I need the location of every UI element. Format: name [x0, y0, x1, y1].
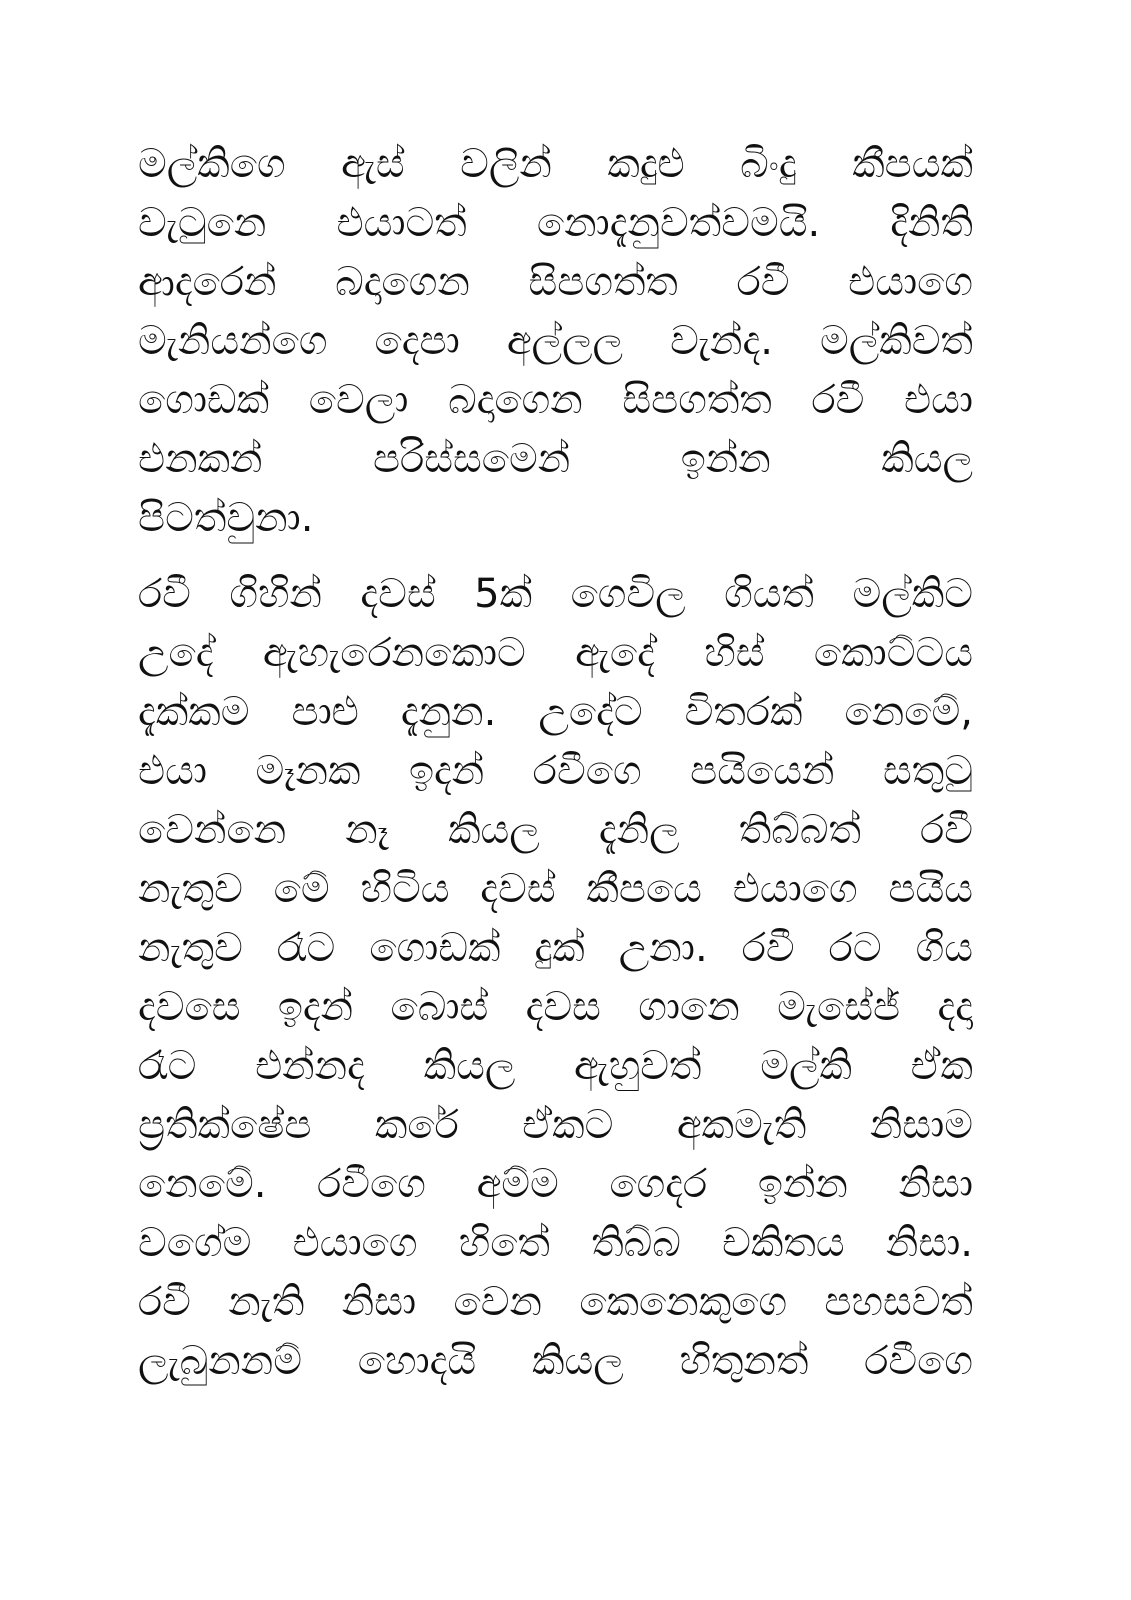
paragraph-2	[138, 565, 973, 1391]
paragraph-line: රෑට එන්නද කියල ඇහුවත් මල්කි ඒක	[138, 1043, 973, 1089]
paragraph-line: එයා මෑනක ඉදන් රවීගෙ පයියෙන් සතුටු	[138, 748, 973, 794]
paragraph-line: නැතුව රෑට ගොඩක් දුක් උනා. රවී රට ගිය	[138, 925, 973, 971]
paragraph-line: රවී ගිහින් දවස් 5ක් ගෙවිල ගියත් මල්කිට	[138, 571, 973, 617]
paragraph-line: දැක්කම පාළු දැනුන. උදේට විතරක් නෙමේ,	[138, 689, 973, 735]
paragraph-line: රවී නැති නිසා වෙන කෙනෙකුගෙ පහසවත්	[138, 1279, 973, 1325]
paragraph-line: උදේ ඇහැරෙනකොට ඇදේ හිස් කොට්ටය	[138, 630, 973, 676]
paragraph-line: මැනියන්ගෙ දෙපා අල්ලල වැන්ද. මල්කිවත්	[138, 318, 973, 364]
paragraph-line: එනකන් පරිස්සමෙන් ඉන්න කියල	[138, 436, 973, 482]
paragraph-line: වැටුනෙ එයාටත් නොදැනුවත්වමයි. දිනිති	[138, 200, 973, 246]
paragraph-line: පිටත්වුනා.	[138, 495, 314, 541]
paragraph-line: වගේම එයාගෙ හිතේ තිබ්බ චකිතය නිසා.	[138, 1220, 973, 1266]
paragraph-1	[138, 135, 973, 548]
paragraph-line: දවසෙ ඉදන් බොස් දවස ගානෙ මැසේජ් දදා	[138, 984, 973, 1030]
paragraph-line: වෙන්නෙ නෑ කියල දැනිල තිබ්බත් රවී	[138, 807, 973, 853]
paragraph-line: නෙමේ. රවීගෙ අම්ම ගෙදර ඉන්න නිසා	[138, 1161, 973, 1207]
paragraph-line: මල්කිගෙ ඇස් වලින් කදුළු බිංදු කීපයක්	[138, 141, 973, 187]
paragraph-line: ප්‍රතික්ෂේප කරේ ඒකට අකමැති නිසාම	[138, 1102, 973, 1148]
paragraph-line: නැතුව මේ හිටිය දවස් කීපයෙ එයාගෙ පයිය	[138, 866, 973, 912]
paragraph-line: ලැබුනනම් හොදයි කියල හිතුනත් රවීගෙ	[138, 1338, 973, 1384]
paragraph-line: ගොඩක් වෙලා බදාගෙන සිපගත්ත රවී එයා	[138, 377, 973, 423]
paragraph-line: ආදරෙන් බදාගෙන සිපගත්ත රවී එයාගෙ	[138, 259, 973, 305]
